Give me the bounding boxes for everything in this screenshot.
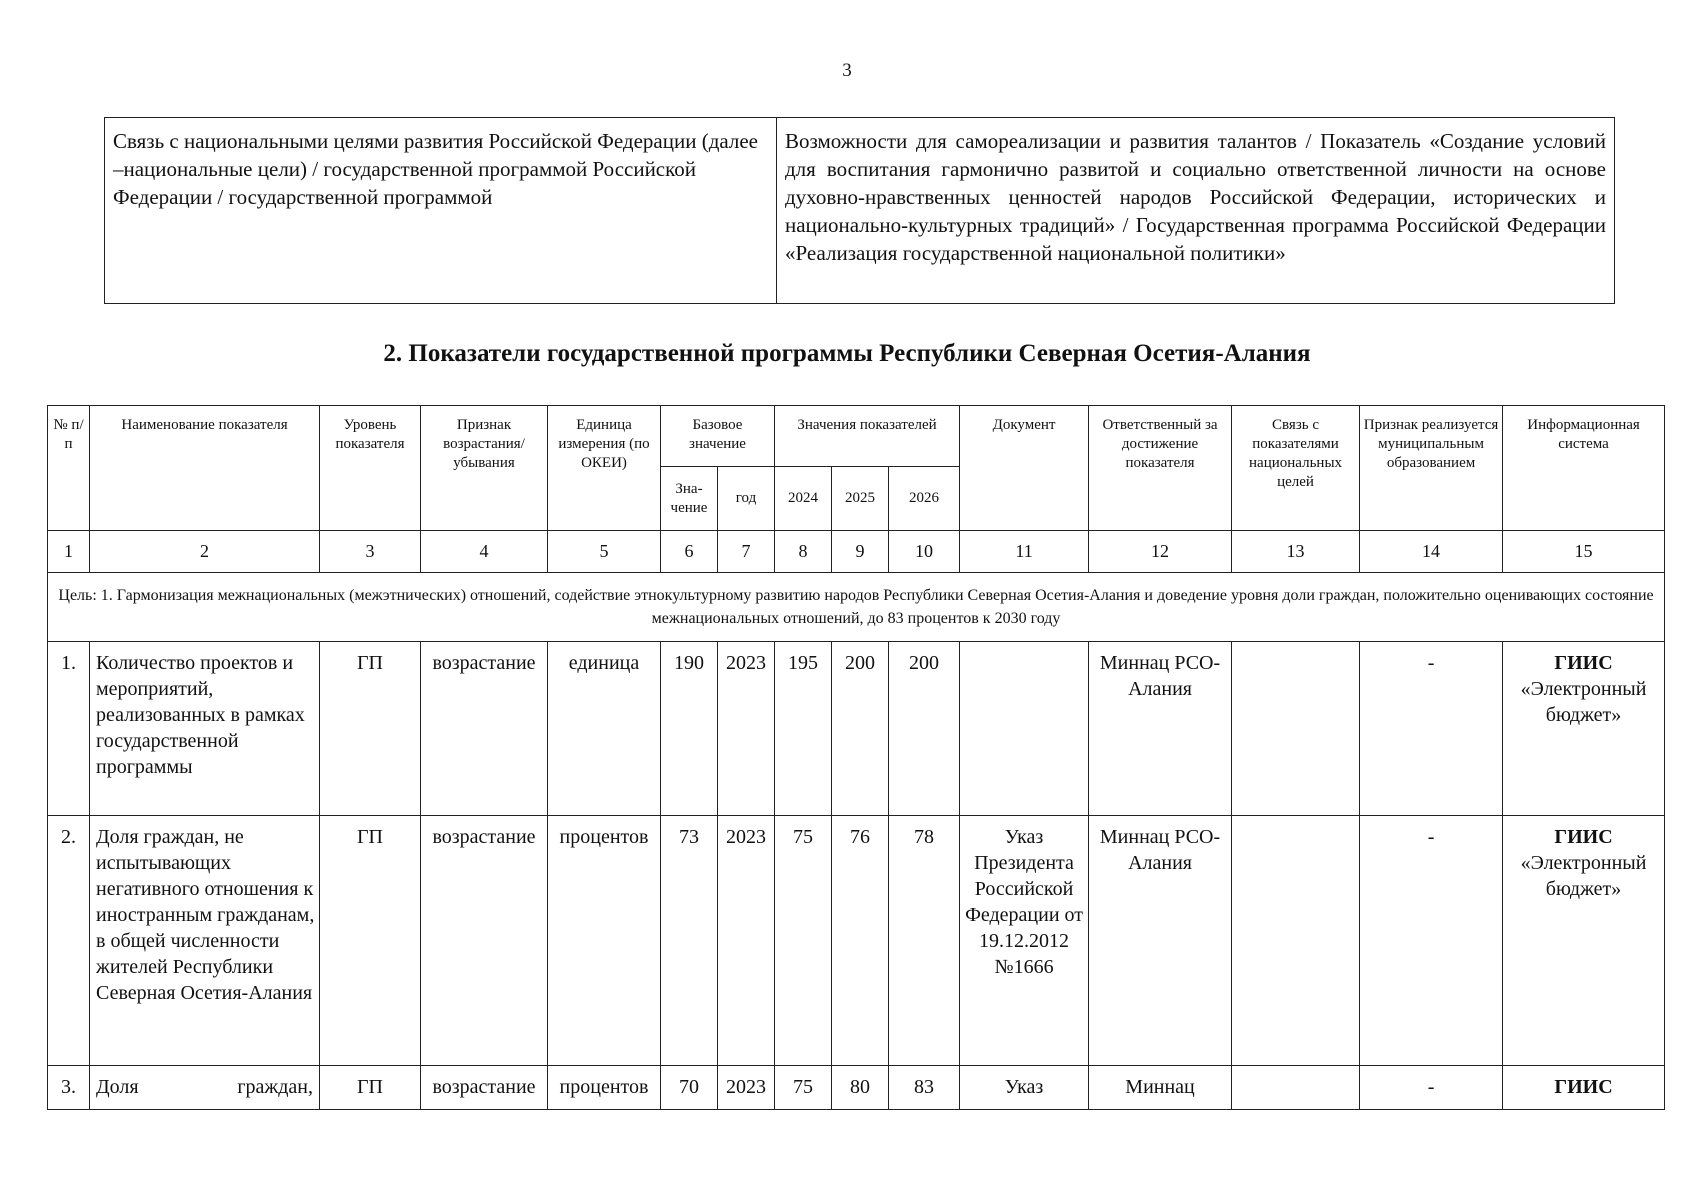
base-value: 190 xyxy=(661,642,718,816)
indicator-trend: возрастание xyxy=(421,816,548,1066)
indicator-level: ГП xyxy=(320,1066,421,1110)
value-2025: 200 xyxy=(832,642,889,816)
header-name: Наименование показателя xyxy=(90,406,320,531)
header-2026: 2026 xyxy=(889,467,960,531)
column-number: 7 xyxy=(718,531,775,573)
linkage-right-cell: Возможности для самореализации и развития талантов / Показатель «Создание условий для воспитания гармонично развитой и социально ответственной личности на основе духовно-нравственных ценностей народов Российской Федерации, исторических и национально-культурных традиций» / Государственная программа Российской Федерации «Реализация государственной национальной политики» xyxy=(777,118,1615,304)
table-row xyxy=(48,1066,1665,1110)
goal-text: Цель: 1. Гармонизация межнациональных (межэтнических) отношений, содействие этнокультурному развитию народов Республики Северная Осетия-Алания и доведение уровня доли граждан, положительно оценивающих состояние межнациональных отношений, до 83 процентов к 2030 году xyxy=(48,573,1665,642)
column-number: 1 xyxy=(48,531,90,573)
indicator-name: Доля граждан, не испытывающих негативного отношения к иностранным гражданам, в общей численности жителей Республики Северная Осетия-Алания xyxy=(90,816,320,1066)
table-row xyxy=(48,816,1665,1066)
base-year: 2023 xyxy=(718,816,775,1066)
header-trend: Признак возрастания/ убывания xyxy=(421,406,548,531)
document-cell: Указ xyxy=(960,1066,1089,1110)
link-cell xyxy=(1232,642,1360,816)
column-number-row xyxy=(48,531,1665,573)
column-number: 3 xyxy=(320,531,421,573)
header-base-year: год xyxy=(718,467,775,531)
indicator-unit: процентов xyxy=(548,1066,661,1110)
column-number: 12 xyxy=(1089,531,1232,573)
section-title: 2. Показатели государственной программы Республики Северная Осетия-Алания xyxy=(383,340,1311,367)
document-cell: Указ Президента Российской Федерации от 19.12.2012 №1666 xyxy=(960,816,1089,1066)
header-values: Значения показателей xyxy=(775,406,960,467)
value-2024: 195 xyxy=(775,642,832,816)
indicator-level: ГП xyxy=(320,816,421,1066)
value-2025: 80 xyxy=(832,1066,889,1110)
page-number: 3 xyxy=(842,60,852,81)
municipal-cell: - xyxy=(1360,816,1503,1066)
table-row xyxy=(48,642,1665,816)
column-number: 8 xyxy=(775,531,832,573)
goal-row xyxy=(48,573,1665,642)
value-2026: 78 xyxy=(889,816,960,1066)
header-unit: Единица измерения (по ОКЕИ) xyxy=(548,406,661,531)
municipal-cell: - xyxy=(1360,1066,1503,1110)
link-cell xyxy=(1232,816,1360,1066)
value-2025: 76 xyxy=(832,816,889,1066)
column-number: 5 xyxy=(548,531,661,573)
row-num: 1. xyxy=(48,642,90,816)
responsible-cell: Миннац xyxy=(1089,1066,1232,1110)
responsible-cell: Миннац РСО-Алания xyxy=(1089,816,1232,1066)
indicator-level: ГП xyxy=(320,642,421,816)
column-number: 11 xyxy=(960,531,1089,573)
linkage-left-cell: Связь с национальными целями развития Российской Федерации (далее –национальные цели) / государственной программой Российской Федерации / государственной программой xyxy=(105,118,777,304)
header-system: Информационная система xyxy=(1503,406,1665,531)
header-level: Уровень показателя xyxy=(320,406,421,531)
header-num: № п/п xyxy=(48,406,90,531)
header-document: Документ xyxy=(960,406,1089,531)
base-value: 70 xyxy=(661,1066,718,1110)
header-link: Связь с показателями национальных целей xyxy=(1232,406,1360,531)
base-value: 73 xyxy=(661,816,718,1066)
system-sub: «Электронный бюджет» xyxy=(1520,852,1647,900)
base-year: 2023 xyxy=(718,1066,775,1110)
row-num: 3. xyxy=(48,1066,90,1110)
column-number: 15 xyxy=(1503,531,1665,573)
value-2026: 200 xyxy=(889,642,960,816)
indicator-name: Доля граждан, xyxy=(90,1066,320,1110)
system-main: ГИИС xyxy=(1554,652,1613,674)
column-number: 14 xyxy=(1360,531,1503,573)
system-main: ГИИС xyxy=(1554,1076,1613,1098)
base-year: 2023 xyxy=(718,642,775,816)
indicator-trend: возрастание xyxy=(421,642,548,816)
column-number: 13 xyxy=(1232,531,1360,573)
linkage-table xyxy=(104,117,1615,304)
system-cell xyxy=(1503,1066,1665,1110)
indicator-unit: единица xyxy=(548,642,661,816)
indicator-unit: процентов xyxy=(548,816,661,1066)
row-num: 2. xyxy=(48,816,90,1066)
system-sub: «Электронный бюджет» xyxy=(1520,678,1647,726)
document-cell xyxy=(960,642,1089,816)
header-base: Базовое значение xyxy=(661,406,775,467)
column-number: 10 xyxy=(889,531,960,573)
indicator-name: Количество проектов и мероприятий, реализованных в рамках государственной программы xyxy=(90,642,320,816)
system-cell xyxy=(1503,642,1665,816)
column-number: 6 xyxy=(661,531,718,573)
column-number: 4 xyxy=(421,531,548,573)
value-2024: 75 xyxy=(775,816,832,1066)
link-cell xyxy=(1232,1066,1360,1110)
responsible-cell: Миннац РСО-Алания xyxy=(1089,642,1232,816)
system-main: ГИИС xyxy=(1554,826,1613,848)
header-2025: 2025 xyxy=(832,467,889,531)
indicator-trend: возрастание xyxy=(421,1066,548,1110)
column-number: 2 xyxy=(90,531,320,573)
header-municipal: Признак реализуется муниципальным образованием xyxy=(1360,406,1503,531)
header-2024: 2024 xyxy=(775,467,832,531)
system-cell xyxy=(1503,816,1665,1066)
value-2026: 83 xyxy=(889,1066,960,1110)
column-number: 9 xyxy=(832,531,889,573)
header-responsible: Ответственный за достижение показателя xyxy=(1089,406,1232,531)
municipal-cell: - xyxy=(1360,642,1503,816)
indicators-table xyxy=(47,405,1665,1110)
value-2024: 75 xyxy=(775,1066,832,1110)
header-base-value: Зна-чение xyxy=(661,467,718,531)
